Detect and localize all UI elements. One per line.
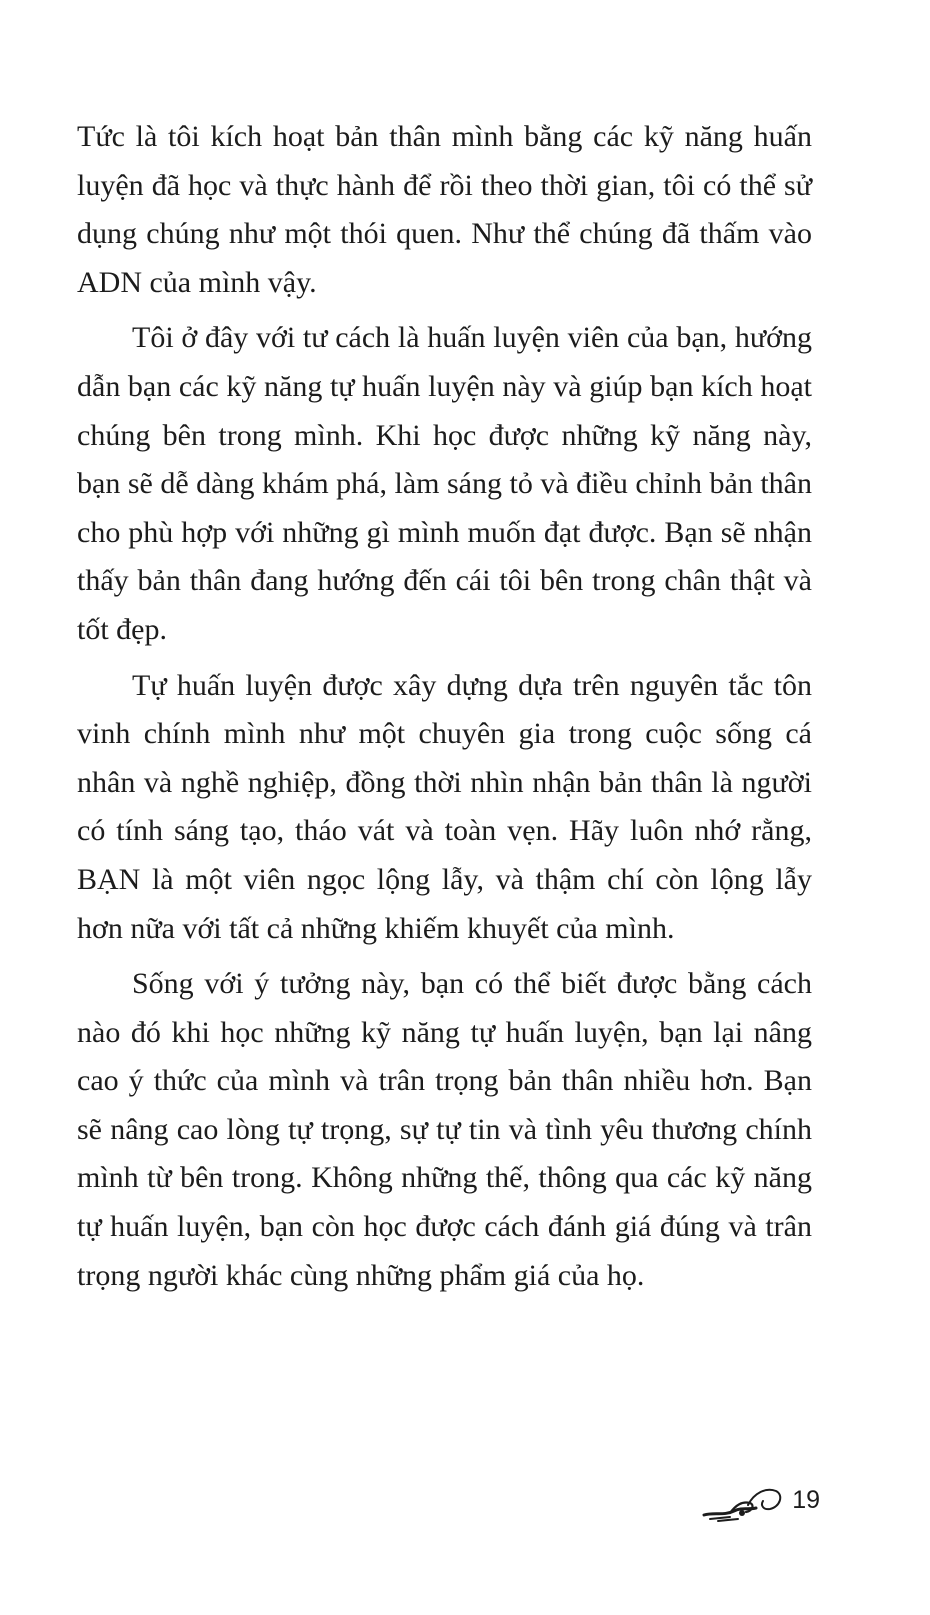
paragraph-3: Tự huấn luyện được xây dựng dựa trên nguyên tắc tôn vinh chính mình như một chuyên gia trong cuộc sống cá nhân và nghề nghiệp, đồng thời nhìn nhận bản thân là người có tính sáng tạo, tháo vát và toàn vẹn. Hãy luôn nhớ rằng, BẠN là một viên ngọc lộng lẫy, và thậm chí còn lộng lẫy hơn nữa với tất cả những khiếm khuyết của mình. [77,668,812,945]
page-footer [700,1473,820,1523]
paragraph-4: Sống với ý tưởng này, bạn có thể biết được bằng cách nào đó khi học những kỹ năng tự huấn luyện, bạn lại nâng cao ý thức của mình và trân trọng bản thân nhiều hơn. Bạn sẽ nâng cao lòng tự trọng, sự tự tin và tình yêu thương chính mình từ bên trong. Không những thế, thông qua các kỹ năng tự huấn luyện, bạn còn học được cách đánh giá đúng và trân trọng người khác cùng những phẩm giá của họ. [77,967,812,1292]
paragraph-1: Tức là tôi kích hoạt bản thân mình bằng các kỹ năng huấn luyện đã học và thực hành để rồi theo thời gian, tôi có thể sử dụng chúng như một thói quen. Như thể chúng đã thấm vào ADN của mình vậy. [77,120,812,299]
page-number: 19 [792,1486,820,1514]
ink-brush-swirl-icon [700,1479,790,1523]
body-text [77,113,812,1307]
paragraph-2: Tôi ở đây với tư cách là huấn luyện viên của bạn, hướng dẫn bạn các kỹ năng tự huấn luyện này và giúp bạn kích hoạt chúng bên trong mình. Khi học được những kỹ năng này, bạn sẽ dễ dàng khám phá, làm sáng tỏ và điều chỉnh bản thân cho phù hợp với những gì mình muốn đạt được. Bạn sẽ nhận thấy bản thân đang hướng đến cái tôi bên trong chân thật và tốt đẹp. [77,321,812,646]
